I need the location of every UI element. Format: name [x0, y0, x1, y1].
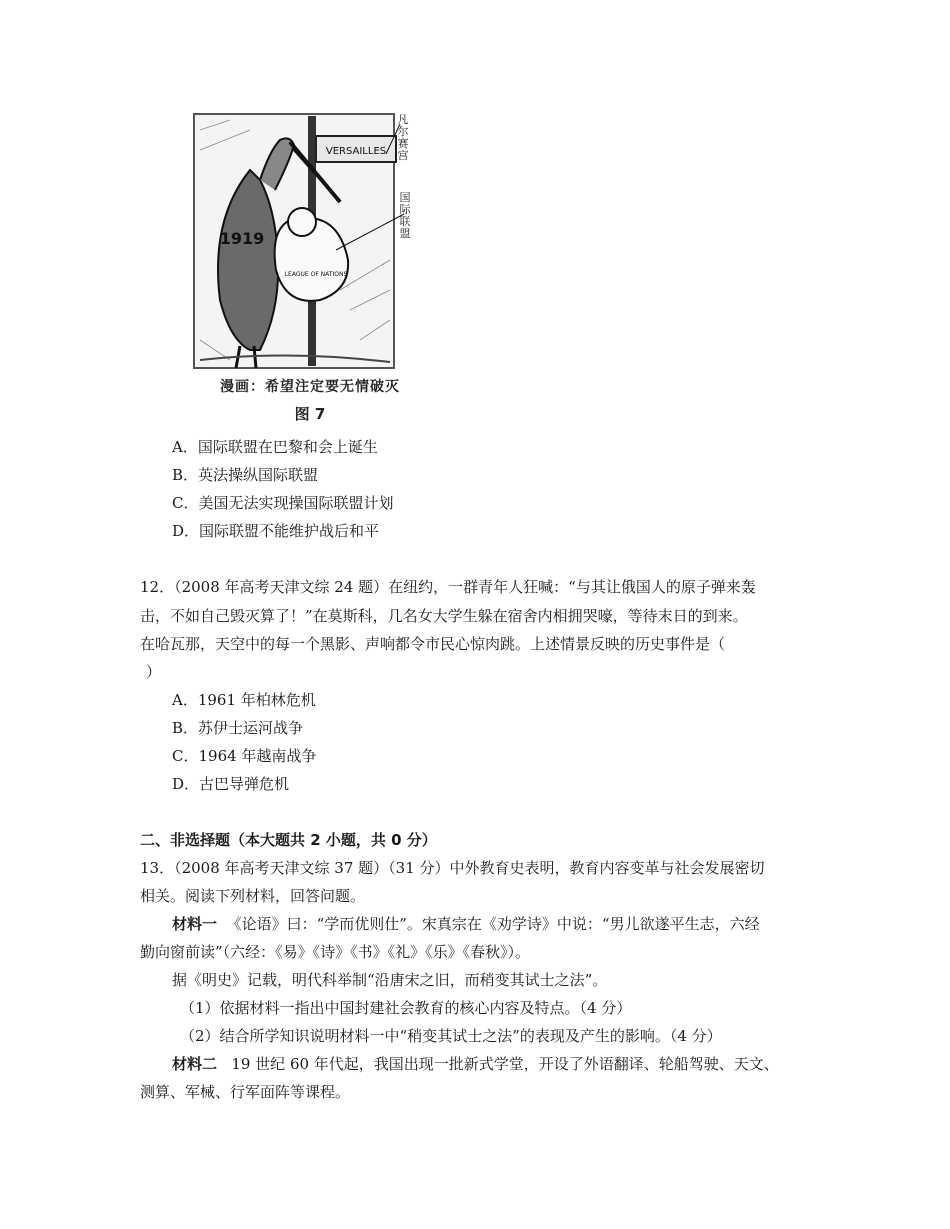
q12-option-b: B．苏伊士运河战争 — [172, 719, 304, 737]
q12-option-c: C．1964 年越南战争 — [172, 747, 317, 765]
q13-sub-question-2: （2）结合所学知识说明材料一中“稍变其试士之法”的表现及产生的影响。（4 分） — [180, 1027, 722, 1045]
q12-option-a: A．1961 年柏林危机 — [172, 691, 316, 709]
section-2-heading: 二、非选择题（本大题共 2 小题，共 0 分） — [140, 831, 437, 849]
material-2-line-1 — [172, 1054, 779, 1074]
cartoon-figure — [190, 110, 430, 428]
material-1-text-1: 《论语》曰：“学而优则仕”。宋真宗在《劝学诗》中说：“男儿欲遂平生志，六经 — [226, 915, 760, 933]
material-2-line-2: 测算、军械、行军面阵等课程。 — [140, 1083, 351, 1101]
q12-option-d: D．古巴导弹危机 — [172, 775, 290, 793]
q13-line-1: 13．（2008 年高考天津文综 37 题）（31 分）中外教育史表明，教育内容变革与社会发展密切 — [140, 859, 765, 877]
figure-number: 图 7 — [294, 405, 326, 423]
q13-sub-question-1: （1）依据材料一指出中国封建社会教育的核心内容及特点。（4 分） — [180, 999, 632, 1017]
q12-line-1: 12．（2008 年高考天津文综 24 题）在纽约，一群青年人狂喊：“与其让俄国人的原子弹来轰 — [140, 578, 756, 596]
q12-line-3: 在哈瓦那，天空中的每一个黑影、声响都令市民心惊肉跳。上述情景反映的历史事件是（ — [140, 635, 726, 653]
q12-line-4: ） — [146, 663, 162, 681]
stork-year-text: 1919 — [219, 229, 265, 248]
versailles-sign-text: VERSAILLES — [325, 146, 387, 157]
material-1-label: 材料一 — [172, 915, 218, 933]
q11-option-a: A．国际联盟在巴黎和会上诞生 — [172, 438, 378, 456]
material-1-line-2: 勤向窗前读”（六经：《易》《诗》《书》《礼》《乐》《春秋》）。 — [140, 943, 531, 961]
q12-line-2: 击，不如自己毁灭算了！”在莫斯科，几名女大学生躲在宿舍内相拥哭嚎，等待末日的到来。 — [140, 607, 748, 625]
q11-option-c: C．美国无法实现操国际联盟计划 — [172, 494, 394, 512]
figure-caption: 漫画：希望注定要无情破灭 — [220, 379, 400, 395]
material-1-line-1 — [172, 914, 760, 934]
material-1-line-3: 据《明史》记载，明代科举制“沿唐宋之旧，而稍变其试士之法”。 — [172, 971, 608, 989]
q11-option-b: B．英法操纵国际联盟 — [172, 466, 319, 484]
material-2-label: 材料二 — [172, 1055, 218, 1073]
label-versailles: 凡尔赛宫 — [397, 113, 409, 162]
material-2-text-1: 19 世纪 60 年代起，我国出现一批新式学堂，开设了外语翻译、轮船驾驶、天文、 — [231, 1055, 779, 1073]
q11-option-d: D．国际联盟不能维护战后和平 — [172, 522, 380, 540]
label-league: 国际联盟 — [399, 191, 411, 240]
baby-label-text: LEAGUE OF NATIONS — [284, 271, 348, 278]
q13-line-2: 相关。阅读下列材料，回答问题。 — [140, 887, 366, 905]
